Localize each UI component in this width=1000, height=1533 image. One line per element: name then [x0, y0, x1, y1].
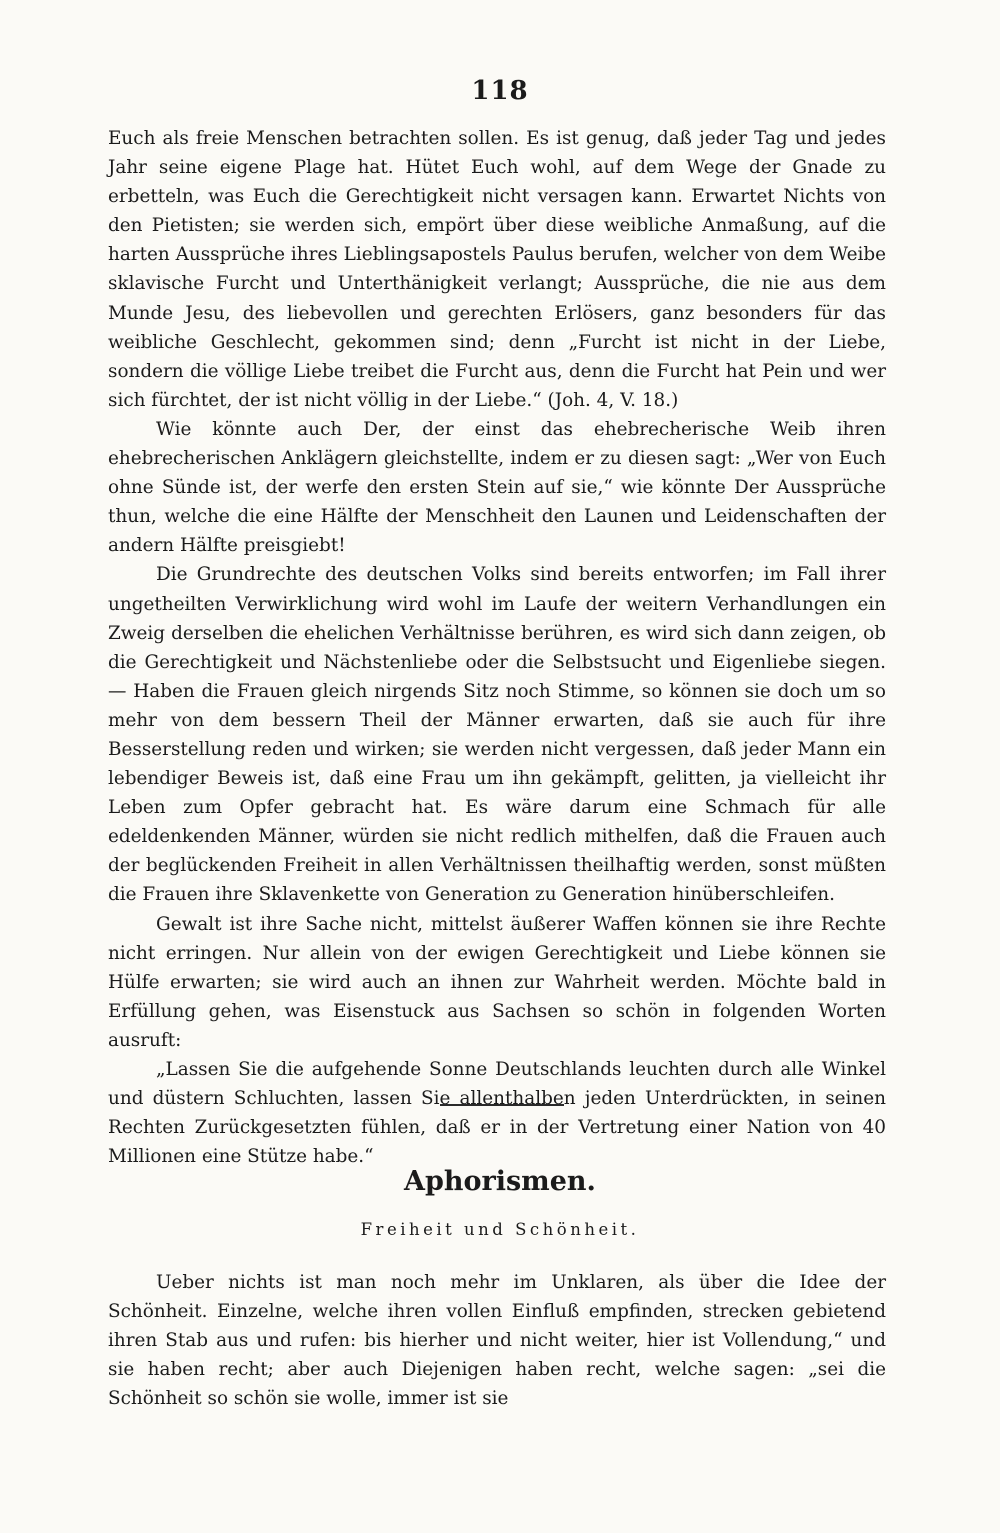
body-text-top: [108, 124, 886, 1171]
page-number: 118: [471, 76, 529, 106]
section-subheading: Freiheit und Schönheit.: [360, 1220, 640, 1239]
section-heading: Aphorismen.: [404, 1166, 596, 1197]
section-divider: [440, 1104, 564, 1106]
paragraph-1: Euch als freie Menschen betrachten sollen. Es ist genug, daß jeder Tag und jedes Jahr seine eigene Plage hat. Hütet Euch wohl, auf dem Wege der Gnade zu erbetteln, was Euch die Gerechtigkeit nicht versagen kann. Erwartet Nichts von den Pietisten; sie werden sich, empört über diese weibliche Anmaßung, auf die harten Aussprüche ihres Lieblingsapostels Paulus berufen, welcher von dem Weibe sklavische Furcht und Unterthänigkeit verlangt; Aussprüche, die nie aus dem Munde Jesu, des liebevollen und gerechten Erlösers, ganz besonders für das weibliche Geschlecht, gekommen sind; denn „Furcht ist nicht in der Liebe, sondern die völlige Liebe treibet die Furcht aus, denn die Furcht hat Pein und wer sich fürchtet, der ist nicht völlig in der Liebe.“ (Joh. 4, V. 18.): [108, 128, 886, 411]
paragraph-4: Gewalt ist ihre Sache nicht, mittelst äußerer Waffen können sie ihre Rechte nicht erringen. Nur allein von der ewigen Gerechtigkeit und Liebe können sie Hülfe erwarten; sie wird auch an ihnen zur Wahrheit werden. Möchte bald in Erfüllung gehen, was Eisenstuck aus Sachsen so schön in folgenden Worten ausruft:: [108, 913, 886, 1051]
paragraph-2: Wie könnte auch Der, der einst das ehebrecherische Weib ihren ehebrecherischen Anklägern gleichstellte, indem er zu diesen sagt: „Wer von Euch ohne Sünde ist, der werfe den ersten Stein auf sie,“ wie könnte Der Aussprüche thun, welche die eine Hälfte der Menschheit den Launen und Leidenschaften der andern Hälfte preisgiebt!: [108, 418, 886, 557]
paragraph-3: Die Grundrechte des deutschen Volks sind bereits entworfen; im Fall ihrer ungetheilten Verwirklichung wird wohl im Laufe der weitern Verhandlungen ein Zweig derselben die ehelichen Verhältnisse berühren, es wird sich dann zeigen, ob die Gerechtigkeit und Nächstenliebe oder die Selbstsucht und Eigenliebe siegen. — Haben die Frauen gleich nirgends Sitz noch Stimme, so können sie doch um so mehr von dem bessern Theil der Männer erwarten, daß sie auch für ihre Besserstellung reden und wirken; sie werden nicht vergessen, daß jeder Mann ein lebendiger Beweis ist, daß eine Frau um ihn gekämpft, gelitten, ja vielleicht ihr Leben zum Opfer gebracht hat. Es wäre darum eine Schmach für alle edeldenkenden Männer, würden sie nicht redlich mithelfen, daß die Frauen auch der beglückenden Freiheit in allen Verhältnissen theilhaftig werden, sonst müßten die Frauen ihre Sklavenkette von Generation zu Generation hinüberschleifen.: [108, 564, 886, 906]
quotation-paragraph: „Lassen Sie die aufgehende Sonne Deutschlands leuchten durch alle Winkel und düstern Schluchten, lassen Sie allenthalben jeden Unterdrückten, in seinen Rechten Zurückgesetzten fühlen, daß er in der Vertretung einer Nation von 40 Millionen eine Stütze habe.“: [108, 1059, 886, 1168]
body-text-bottom: [108, 1268, 886, 1413]
paragraph-5: Ueber nichts ist man noch mehr im Unklaren, als über die Idee der Schönheit. Einzelne, welche ihren vollen Einfluß empfinden, strecken gebietend ihren Stab aus und rufen: bis hierher und nicht weiter, hier ist Vollendung,“ und sie haben recht; aber auch Diejenigen haben recht, welche sagen: „sei die Schönheit so schön sie wolle, immer ist sie: [108, 1272, 886, 1410]
